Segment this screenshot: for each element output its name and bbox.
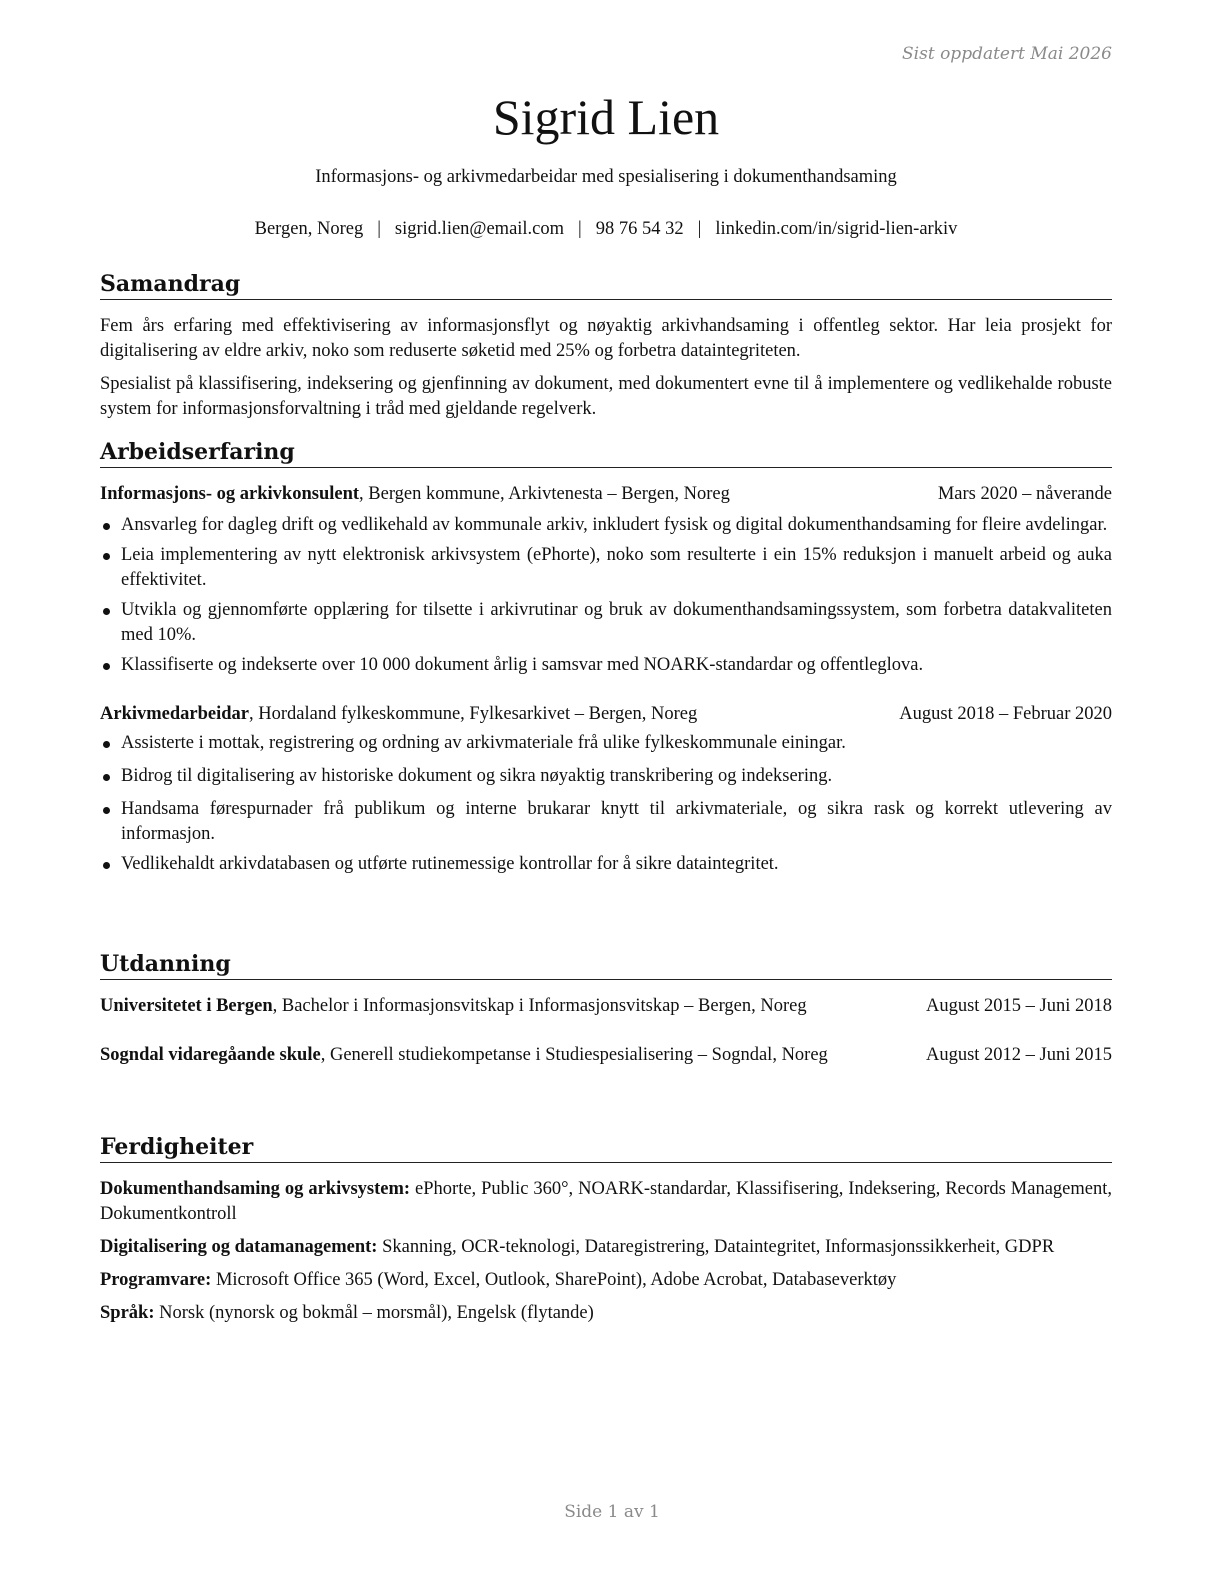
list-item: Bidrog til digitalisering av historiske dokument og sikra nøyaktig transkribering og indeksering.: [100, 764, 1112, 789]
job-bullets: [100, 731, 1112, 877]
job-dates: August 2018 – Februar 2020: [899, 704, 1112, 724]
education-details: , Generell studiekompetanse i Studiespesialisering – Sogndal, Noreg: [320, 1045, 828, 1065]
list-item: Vedlikehaldt arkivdatabasen og utførte rutinemessige kontrollar for å sikre dataintegritet.: [100, 852, 1112, 877]
education-entry: [100, 994, 1112, 1019]
list-item: Ansvarleg for dagleg drift og vedlikehald av kommunale arkiv, inkludert fysisk og digital dokumenthandsaming for fleire avdelingar.: [100, 513, 1112, 538]
skill-group: [100, 1235, 1112, 1260]
contact-linkedin[interactable]: linkedin.com/in/sigrid-lien-arkiv: [715, 219, 958, 239]
skill-label: Programvare:: [100, 1270, 212, 1290]
skill-label: Digitalisering og datamanagement:: [100, 1237, 378, 1257]
summary-paragraph: Spesialist på klassifisering, indeksering og gjenfinning av dokument, med dokumentert evne til å implementere og vedlikehalde robuste system for informasjonsforvaltning i tråd med gjeldande regelverk.: [100, 374, 1112, 419]
list-item: Leia implementering av nytt elektronisk arkivsystem (ePhorte), noko som resulterte i ein 15% reduksjon i manuelt arbeid og auka effektivitet.: [100, 543, 1112, 593]
job-header: [100, 702, 1112, 727]
job-details: , Hordaland fylkeskommune, Fylkesarkivet – Bergen, Noreg: [249, 704, 698, 724]
job-header: [100, 482, 1112, 507]
education-entry: [100, 1043, 1112, 1068]
contact-email[interactable]: sigrid.lien@email.com: [394, 219, 565, 239]
education-dates: August 2012 – Juni 2015: [925, 1045, 1112, 1065]
summary-section: [100, 270, 1112, 422]
skill-value: Microsoft Office 365 (Word, Excel, Outlook, SharePoint), Adobe Acrobat, Databaseverktøy: [211, 1270, 897, 1290]
education-dates: August 2015 – Juni 2018: [925, 996, 1112, 1016]
page-number: Side 1 av 1: [564, 1502, 660, 1522]
skill-value: Norsk (nynorsk og bokmål – morsmål), Engelsk (flytande): [154, 1303, 594, 1323]
contact-line: [100, 219, 1112, 240]
list-item: Klassifiserte og indekserte over 10 000 dokument årlig i samsvar med NOARK-standardar og offentleglova.: [100, 653, 1112, 678]
section-heading-skills: Ferdigheiter: [100, 1133, 1112, 1163]
last-updated: Sist oppdatert Mai 2026: [902, 44, 1112, 64]
separator: |: [578, 219, 582, 239]
separator: |: [377, 219, 381, 239]
skill-group: [100, 1177, 1112, 1227]
skills-section: [100, 1133, 1112, 1326]
job-title: Informasjons- og arkivkonsulent: [100, 484, 360, 504]
skill-value: ePhorte, Public 360°, NOARK-standardar, Klassifisering, Indeksering, Records Management, Dokumentkontroll: [100, 1179, 1112, 1224]
contact-phone: 98 76 54 32: [595, 219, 684, 239]
candidate-name: Sigrid Lien: [492, 89, 720, 145]
job-title-line: [100, 702, 852, 727]
skill-label: Dokumenthandsaming og arkivsystem:: [100, 1179, 411, 1199]
job-dates: Mars 2020 – nåverande: [937, 484, 1112, 504]
list-item: Handsama førespurnader frå publikum og interne brukarar knytt til arkivmateriale, og sikra rask og korrekt utlevering av informasjon.: [100, 797, 1112, 847]
education-title-line: [100, 1043, 906, 1068]
education-title-line: [100, 994, 906, 1019]
list-item: Assisterte i mottak, registrering og ordning av arkivmateriale frå ulike fylkeskommunale einingar.: [100, 731, 1112, 756]
section-heading-experience: Arbeidserfaring: [100, 438, 1112, 468]
separator: |: [697, 219, 702, 239]
school-name: Sogndal vidaregåande skule: [100, 1045, 321, 1065]
skill-value: Skanning, OCR-teknologi, Dataregistrering, Dataintegritet, Informasjonssikkerheit, GDPR: [377, 1237, 1055, 1257]
education-details: , Bachelor i Informasjonsvitskap i Informasjonsvitskap – Bergen, Noreg: [272, 996, 807, 1016]
job-entry: [100, 482, 1112, 678]
skill-group: [100, 1301, 1112, 1326]
section-heading-summary: Samandrag: [100, 270, 1112, 300]
school-name: Universitetet i Bergen: [100, 996, 273, 1016]
skill-label: Språk:: [100, 1303, 155, 1323]
summary-paragraph: Fem års erfaring med effektivisering av informasjonsflyt og nøyaktig arkivhandsaming i offentleg sektor. Har leia prosjekt for digitalisering av eldre arkiv, noko som reduserte søketid med 25% og forbetra dataintegriteten.: [100, 316, 1112, 361]
skill-group: [100, 1268, 1112, 1293]
section-heading-education: Utdanning: [100, 950, 1112, 980]
job-title-line: [100, 482, 918, 507]
list-item: Utvikla og gjennomførte opplæring for tilsette i arkivrutinar og bruk av dokumenthandsamingssystem, som forbetra datakvaliteten med 10%.: [100, 598, 1112, 648]
job-title: Arkivmedarbeidar: [100, 704, 250, 724]
skills-list: [100, 1177, 1112, 1326]
experience-section: [100, 438, 1112, 882]
job-details: , Bergen kommune, Arkivtenesta – Bergen, Noreg: [359, 484, 730, 504]
tagline: Informasjons- og arkivmedarbeidar med spesialisering i dokumenthandsaming: [315, 167, 897, 187]
job-bullets: [100, 513, 1112, 678]
job-entry: [100, 702, 1112, 877]
education-section: [100, 950, 1112, 1068]
contact-location: Bergen, Noreg: [254, 219, 364, 239]
